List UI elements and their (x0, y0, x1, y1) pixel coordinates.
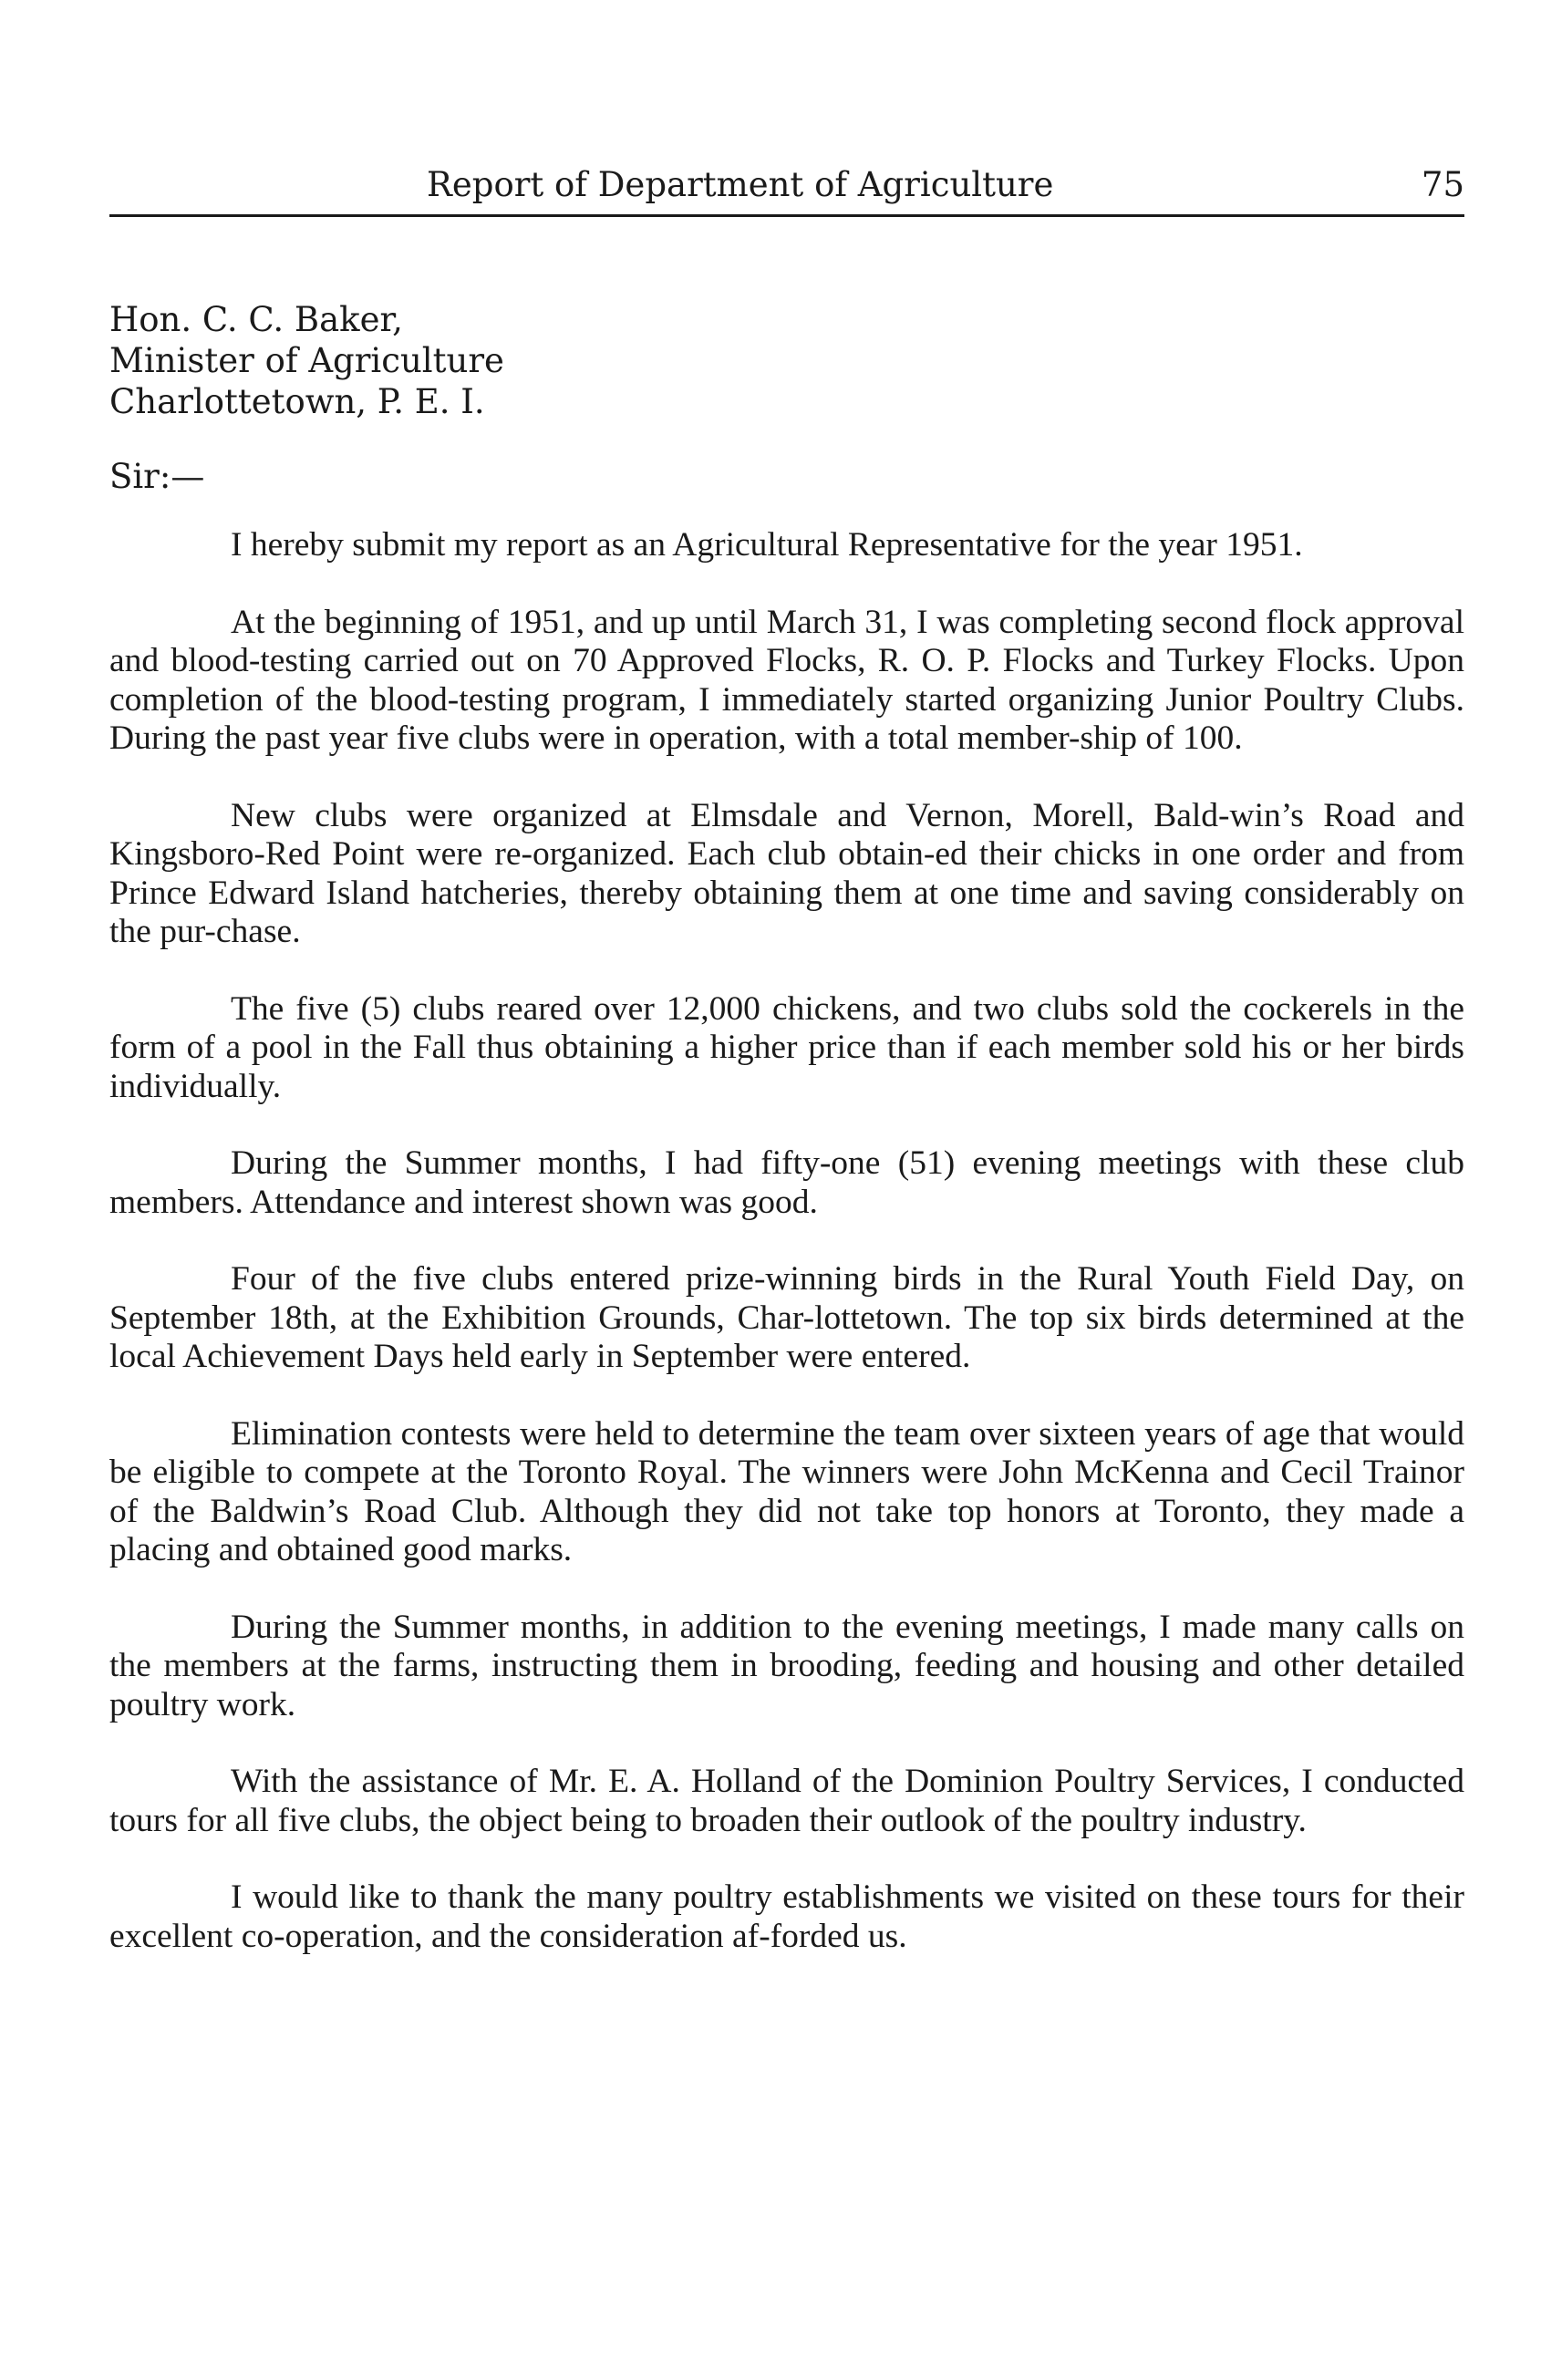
recipient-address (109, 299, 930, 422)
paragraph: New clubs were organized at Elmsdale and Vernon, Morell, Bald-win’s Road and Kingsboro-Red Point were re-organized. Each club obtain-ed their chicks in one order and from Prince Edward Island hatcheries, thereby obtaining them at one time and saving considerably on the pur-chase. (109, 796, 1464, 950)
paragraph: During the Summer months, in addition to the evening meetings, I made many calls on the members at the farms, instructing them in brooding, feeding and housing and other detailed poultry work. (109, 1608, 1464, 1723)
address-line-title: Minister of Agriculture (109, 341, 504, 380)
address-line-name: Hon. C. C. Baker, (109, 300, 403, 339)
page-number: 75 (1421, 165, 1464, 204)
salutation: Sir:— (109, 457, 205, 496)
paragraph: With the assistance of Mr. E. A. Holland of the Dominion Poultry Services, I conducted tours for all five clubs, the object being to broaden their outlook of the poultry industry. (109, 1763, 1464, 1839)
paragraph: At the beginning of 1951, and up until March 31, I was completing second flock approval and blood-testing carried out on 70 Approved Flocks, R. O. P. Flocks and Turkey Flocks. Upon completion of the blood-testing program, I immediately started organizing Junior Poultry Clubs. During the past year five clubs were in operation, with a total member-ship of 100. (109, 603, 1464, 757)
paragraph: I would like to thank the many poultry establishments we visited on these tours for their excellent co-operation, and the consideration af-forded us. (109, 1878, 1464, 1955)
paragraph: Four of the five clubs entered prize-winning birds in the Rural Youth Field Day, on September 18th, at the Exhibition Grounds, Char-lottetown. The top six birds determined at the local Achievement Days held early in September were entered. (109, 1260, 1464, 1375)
running-header (109, 160, 1464, 217)
running-header-title: Report of Department of Agriculture (427, 165, 1054, 204)
paragraph: I hereby submit my report as an Agricultural Representative for the year 1951. (231, 526, 1303, 564)
address-line-city: Charlottetown, P. E. I. (109, 382, 485, 421)
paragraph: The five (5) clubs reared over 12,000 chickens, and two clubs sold the cockerels in the form of a pool in the Fall thus obtaining a higher price than if each member sold his or her birds individually. (109, 989, 1464, 1105)
letter-body (109, 526, 1464, 1994)
paragraph: During the Summer months, I had fifty-one (51) evening meetings with these club members. Attendance and interest shown was good. (109, 1144, 1464, 1221)
paragraph: Elimination contests were held to determine the team over sixteen years of age that would be eligible to compete at the Toronto Royal. The winners were John McKenna and Cecil Trainor of the Baldwin’s Road Club. Although they did not take top honors at Toronto, they made a placing and obtained good marks. (109, 1414, 1464, 1568)
